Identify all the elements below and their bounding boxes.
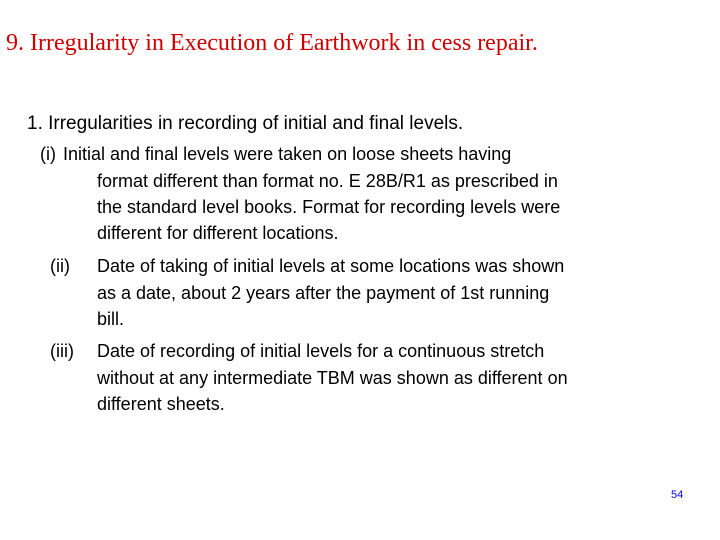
list-item-text: bill. xyxy=(97,309,125,329)
list-item-label: (ii) xyxy=(50,256,70,276)
section-heading: 1. Irregularities in recording of initial and final levels. xyxy=(27,113,464,134)
page-number: 54 xyxy=(671,489,684,501)
slide-title: 9. Irregularity in Execution of Earthwork in cess repair. xyxy=(6,30,538,56)
list-item-text: as a date, about 2 years after the payment of 1st running xyxy=(97,283,550,303)
list-item-text: different for different locations. xyxy=(97,223,339,243)
list-item-text: Initial and final levels were taken on loose sheets having xyxy=(63,144,512,164)
list-item-text: format different than format no. E 28B/R1 as prescribed in xyxy=(97,171,558,191)
list-item-label: (i) xyxy=(40,144,56,164)
list-item-text: Date of taking of initial levels at some locations was shown xyxy=(97,256,565,276)
list-item-text: without at any intermediate TBM was shown as different on xyxy=(97,368,568,388)
list-item-text: different sheets. xyxy=(97,394,225,414)
list-item-text: Date of recording of initial levels for a continuous stretch xyxy=(97,341,545,361)
list-item-text: the standard level books. Format for recording levels were xyxy=(97,197,561,217)
list-item-label: (iii) xyxy=(50,341,74,361)
